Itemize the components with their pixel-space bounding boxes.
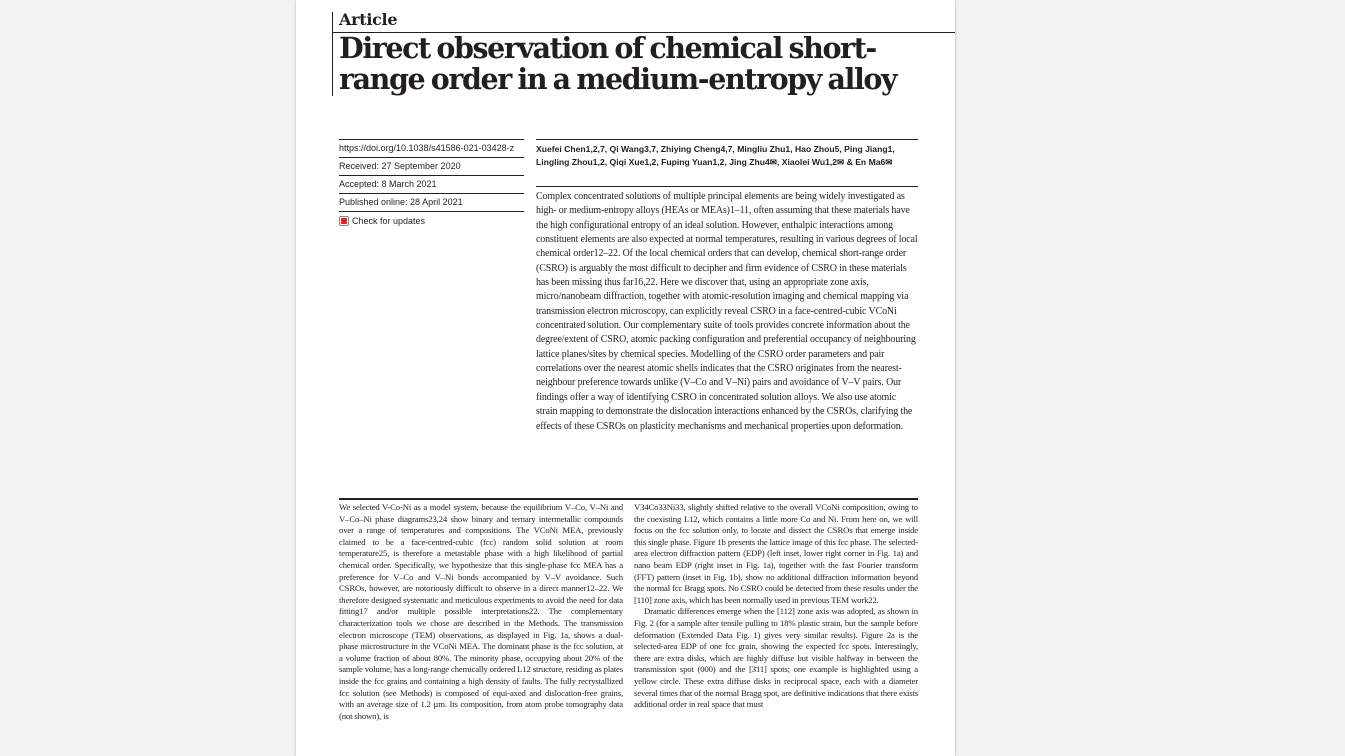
published-date: Published online: 28 April 2021 [339,193,524,211]
abstract [536,186,918,434]
abstract-text: Complex concentrated solutions of multiple principal elements are being widely investigated as high- or medium-entropy alloys (HEAs or MEAs)1–11, often assuming that these materials have the high configurational entropy of an ideal solution. However, enthalpic interactions among constituent elements are also expected at normal temperatures, resulting in various degrees of local chemical order12–22. Of the local chemical orders that can develop, chemical short-range order (CSRO) is arguably the most difficult to decipher and firm evidence of CSRO in these materials has been missing thus far16,22. Here we discover that, using an appropriate zone axis, micro/nanobeam diffraction, together with atomic-resolution imaging and chemical mapping via transmission electron microscopy, can explicitly reveal CSRO in a face-centred-cubic VCoNi concentrated solution. Our complementary suite of tools provides concrete information about the degree/extent of CSRO, atomic packing configuration and preferential occupancy of neighbouring lattice planes/sites by chemical species. Modelling of the CSRO order parameters and pair correlations over the nearest atomic shells indicates that the CSRO originates from the nearest-neighbour preference towards unlike (V–Co and V–Ni) pairs and avoidance of V–V pairs. Our findings offer a way of identifying CSRO in concentrated solution alloys. We also use atomic strain mapping to demonstrate the dislocation interactions enhanced by the CSROs, clarifying the effects of these CSROs on plasticity mechanisms and mechanical properties upon deformation. [536,191,918,432]
article-title: Direct observation of chemical short-range order in a medium-entropy alloy [339,31,897,96]
body-paragraph: Dramatic differences emerge when the [112] zone axis was adopted, as shown in Fig. 2 (for a sample after tensile pulling to 18% plastic strain, but the sample before deformation (Extended Data Fig. 1) gives very similar results). Figure 2a is the selected-area EDP of one fcc grain, showing the expected fcc spots. Interestingly, there are extra disks, which are highly diffuse but visible halfway in between the transmission spot (000) and the [3̄11] spots; one example is highlighted using a yellow circle. These extra diffuse disks in reciprocal space, each with a diameter several times that of the normal Bragg spot, are definitive indications that there exists additional order in real space that must [634,606,918,710]
received-date: Received: 27 September 2020 [339,157,524,175]
article-metadata-sidebar [339,139,524,230]
check-updates-icon [339,216,349,226]
article-page [296,0,955,756]
check-updates-label: Check for updates [352,216,426,226]
accepted-date: Accepted: 8 March 2021 [339,175,524,193]
author-list: Xuefei Chen1,2,7, Qi Wang3,7, Zhiying Cheng4,7, Mingliu Zhu1, Hao Zhou5, Ping Jiang1, Lingling Zhou1,2, Qiqi Xue1,2, Fuping Yuan1,2, Jing Zhu4✉, Xiaolei Wu1,2✉ & En Ma6✉ [536,139,918,168]
header-vertical-rule [332,12,333,96]
body-rule [339,498,918,500]
body-paragraph: We selected V-Co-Ni as a model system, because the equilibrium V–Co, V–Ni and V–Co–Ni phase diagrams23,24 show binary and ternary intermetallic compounds over a range of temperatures and compositions. The VCoNi MEA, previously claimed to be a face-centred-cubic (fcc) random solid solution at room temperature25, is therefore a metastable phase with a high likelihood of partial chemical order. Specifically, we hypothesize that this single-phase fcc MEA has a preference for V–Co and V–Ni bonds accompanied by V–V avoidance. Such CSROs, however, are notoriously difficult to observe in a direct manner12–22. We therefore designed systematic and meticulous experiments to avoid the need for data fitting17 and/or multiple possible interpretations22. The complementary characterization tools we chose are described in the Methods. The transmission electron microscope (TEM) observations, as displayed in Fig. 1a, shows a dual-phase microstructure in the VCoNi MEA. The dominant phase is the fcc solution, at a volume fraction of about 80%. The minority phase, occupying about 20% of the sample volume, has a long-range chemically ordered L12 structure, residing as plates inside the fcc grains and containing a high density of faults. The fully recrystallized fcc solution (see Methods) is composed of equi-axed and dislocation-free grains, with an average size of 1.2 µm. Its composition, from atom probe tomography data (not shown), is [339,502,623,721]
article-type-label: Article [339,10,398,29]
check-for-updates-link[interactable] [339,211,524,230]
body-paragraph: V34Co33Ni33, slightly shifted relative to the overall VCoNi composition, owing to the coexisting L12, which contains a little more Co and Ni. From here on, we will focus on the fcc solution only, to locate and dissect the CSROs that emerge inside this single phase. Figure 1b presents the lattice image of this fcc phase. The selected-area electron diffraction pattern (EDP) (left inset, lower right corner in Fig. 1a) and nano beam EDP (right inset in Fig. 1a), together with the fast Fourier transform (FFT) pattern (inset in Fig. 1b), show no additional diffraction information beyond the normal fcc Bragg spots. No CSRO could be detected from these results under the [110] zone axis, which has been normally used in previous TEM work22. [634,502,918,605]
doi-link[interactable]: https://doi.org/10.1038/s41586-021-03428-z [339,139,524,157]
body-column-right [634,502,918,711]
body-column-left [339,502,623,722]
